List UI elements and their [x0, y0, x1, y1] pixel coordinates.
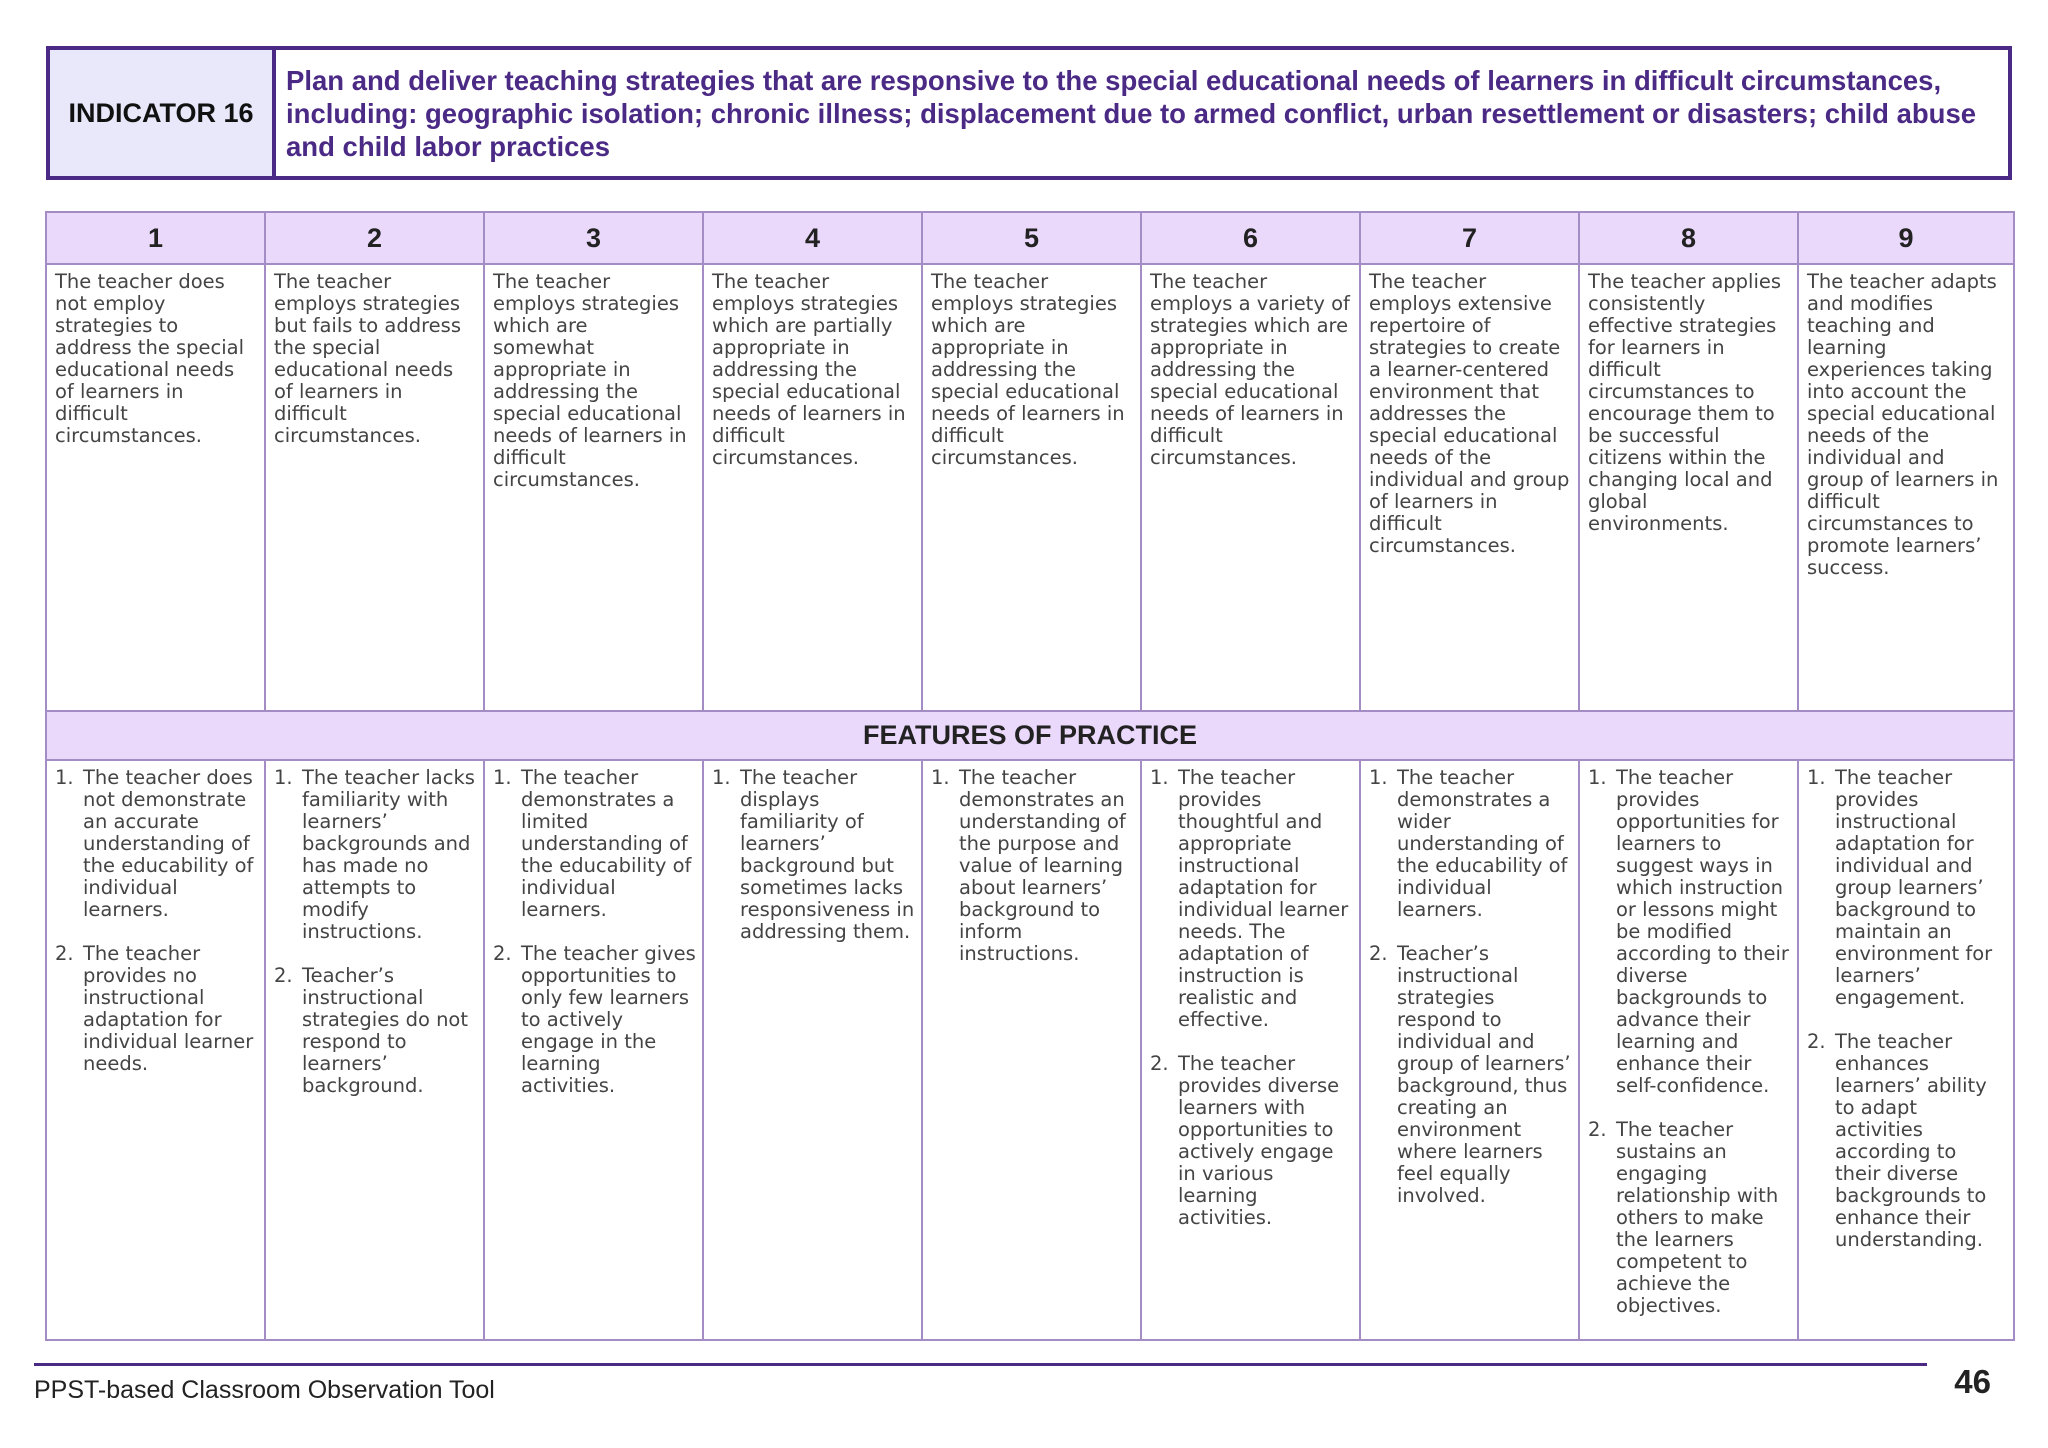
features-cell-6 — [1141, 760, 1360, 1340]
feature-number: 1. — [55, 766, 74, 789]
feature-number: 1. — [1369, 766, 1388, 789]
feature-number: 2. — [274, 964, 293, 987]
feature-text: The teacher displays familiarity of learners’ background but sometimes lacks responsiveness in addressing them. — [740, 766, 915, 943]
feature-item — [55, 767, 258, 921]
feature-item — [1150, 1053, 1353, 1229]
level-header-4: 4 — [703, 212, 922, 264]
feature-number: 1. — [493, 766, 512, 789]
level-description-3: The teacher employs strategies which are somewhat appropriate in addressing the special educational needs of learners in difficult circumstances. — [484, 264, 703, 711]
feature-number: 1. — [931, 766, 950, 789]
level-header-9: 9 — [1798, 212, 2014, 264]
feature-text: The teacher enhances learners’ ability to adapt activities according to their diverse backgrounds to enhance their understanding. — [1835, 1030, 1987, 1251]
indicator-label: INDICATOR 16 — [50, 50, 276, 176]
feature-item — [274, 965, 477, 1097]
feature-item — [1807, 767, 2007, 1009]
features-cell-2 — [265, 760, 484, 1340]
features-cell-1 — [46, 760, 265, 1340]
features-cell-4 — [703, 760, 922, 1340]
feature-number: 1. — [1150, 766, 1169, 789]
features-row — [46, 760, 2014, 1340]
feature-text: The teacher demonstrates a limited understanding of the educability of individual learners. — [521, 766, 692, 921]
feature-number: 2. — [493, 942, 512, 965]
level-header-7: 7 — [1360, 212, 1579, 264]
feature-item — [712, 767, 915, 943]
feature-text: The teacher gives opportunities to only few learners to actively engage in the learning activities. — [521, 942, 696, 1097]
features-cell-8 — [1579, 760, 1798, 1340]
level-description-7: The teacher employs extensive repertoire of strategies to create a learner-centered environment that addresses the special educational needs of the individual and group of learners in difficult circumstances. — [1360, 264, 1579, 711]
feature-number: 1. — [274, 766, 293, 789]
level-header-1: 1 — [46, 212, 265, 264]
feature-text: The teacher demonstrates an understanding of the purpose and value of learning about learners’ background to inform instructions. — [959, 766, 1126, 965]
feature-item — [1588, 767, 1791, 1097]
feature-text: The teacher provides diverse learners with opportunities to actively engage in various learning activities. — [1178, 1052, 1340, 1229]
feature-number: 2. — [55, 942, 74, 965]
level-header-5: 5 — [922, 212, 1141, 264]
level-header-2: 2 — [265, 212, 484, 264]
feature-item — [493, 943, 696, 1097]
feature-text: The teacher demonstrates a wider understanding of the educability of individual learners. — [1397, 766, 1568, 921]
level-header-row — [46, 212, 2014, 264]
feature-item — [274, 767, 477, 943]
feature-item — [493, 767, 696, 921]
feature-text: The teacher does not demonstrate an accurate understanding of the educability of individual learners. — [83, 766, 254, 921]
features-cell-5 — [922, 760, 1141, 1340]
level-description-9: The teacher adapts and modifies teaching and learning experiences taking into account the special educational needs of the individual and group of learners in difficult circumstances to promote learners’ success. — [1798, 264, 2014, 711]
features-cell-3 — [484, 760, 703, 1340]
indicator-header — [46, 46, 2012, 180]
feature-number: 1. — [1807, 766, 1826, 789]
rubric-table — [45, 211, 2015, 1341]
feature-number: 1. — [1588, 766, 1607, 789]
feature-item — [1369, 767, 1572, 921]
level-description-8: The teacher applies consistently effective strategies for learners in difficult circumstances to encourage them to be successful citizens within the changing local and global environments. — [1579, 264, 1798, 711]
features-heading-row — [46, 711, 2014, 760]
level-header-3: 3 — [484, 212, 703, 264]
features-cell-7 — [1360, 760, 1579, 1340]
footer-divider — [34, 1363, 1927, 1366]
feature-item — [1150, 767, 1353, 1031]
level-description-5: The teacher employs strategies which are appropriate in addressing the special educational needs of learners in difficult circumstances. — [922, 264, 1141, 711]
feature-item — [1369, 943, 1572, 1207]
feature-number: 2. — [1369, 942, 1388, 965]
feature-text: Teacher’s instructional strategies respond to individual and group of learners’ background, thus creating an environment where learners feel equally involved. — [1397, 942, 1571, 1207]
feature-item — [931, 767, 1134, 965]
level-description-1: The teacher does not employ strategies to address the special educational needs of learners in difficult circumstances. — [46, 264, 265, 711]
feature-text: The teacher provides opportunities for learners to suggest ways in which instruction or lessons might be modified according to their diverse backgrounds to advance their learning and enhance their self-confidence. — [1616, 766, 1789, 1097]
feature-text: The teacher provides instructional adaptation for individual and group learners’ background to maintain an environment for learners’ engagement. — [1835, 766, 1993, 1009]
feature-text: The teacher sustains an engaging relationship with others to make the learners competent to achieve the objectives. — [1616, 1118, 1779, 1317]
level-description-4: The teacher employs strategies which are partially appropriate in addressing the special educational needs of learners in difficult circumstances. — [703, 264, 922, 711]
level-header-6: 6 — [1141, 212, 1360, 264]
features-heading: FEATURES OF PRACTICE — [46, 711, 2014, 760]
features-cell-9 — [1798, 760, 2014, 1340]
feature-number: 1. — [712, 766, 731, 789]
feature-text: The teacher provides thoughtful and appropriate instructional adaptation for individual learner needs. The adaptation of instruction is realistic and effective. — [1178, 766, 1349, 1031]
feature-text: The teacher lacks familiarity with learners’ backgrounds and has made no attempts to modify instructions. — [302, 766, 475, 943]
level-description-6: The teacher employs a variety of strategies which are appropriate in addressing the special educational needs of learners in difficult circumstances. — [1141, 264, 1360, 711]
level-description-2: The teacher employs strategies but fails to address the special educational needs of learners in difficult circumstances. — [265, 264, 484, 711]
page-number: 46 — [1954, 1363, 1991, 1400]
feature-text: Teacher’s instructional strategies do not respond to learners’ background. — [302, 964, 469, 1097]
feature-item — [55, 943, 258, 1075]
level-header-8: 8 — [1579, 212, 1798, 264]
feature-number: 2. — [1588, 1118, 1607, 1141]
level-description-row — [46, 264, 2014, 711]
feature-item — [1588, 1119, 1791, 1317]
feature-item — [1807, 1031, 2007, 1251]
feature-number: 2. — [1150, 1052, 1169, 1075]
feature-number: 2. — [1807, 1030, 1826, 1053]
feature-text: The teacher provides no instructional adaptation for individual learner needs. — [83, 942, 254, 1075]
indicator-description: Plan and deliver teaching strategies that are responsive to the special educational needs of learners in difficult circumstances, including: geographic isolation; chronic illness; displacement due to armed conflict, urban resettlement or disasters; child abuse and child labor practices — [286, 65, 1977, 162]
footer-title: PPST-based Classroom Observation Tool — [34, 1376, 495, 1404]
